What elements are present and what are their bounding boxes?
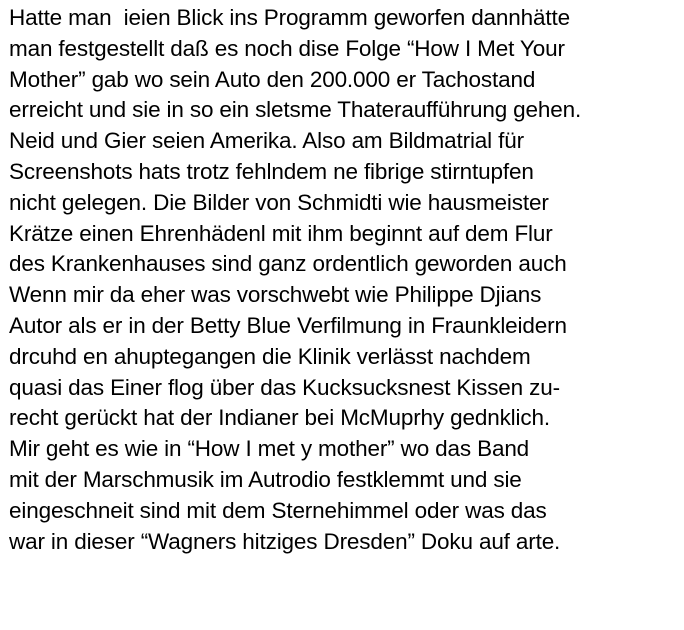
text-line-15: Mir geht es wie in “How I met y mother” wo das Band (9, 436, 530, 462)
text-line-1: Hatte man ieien Blick ins Programm geworfen dannhätte (9, 5, 570, 30)
text-line-17: eingeschneit sind mit dem Sternehimmel oder was das (9, 497, 547, 523)
text-line-10: Wenn mir da eher was vorschwebt wie Philippe Djians (9, 282, 542, 308)
text-line-3: Mother” gab wo sein Auto den 200.000 er Tachostand (9, 66, 536, 92)
text-line-5: Neid und Gier seien Amerika. Also am Bildmatrial für (9, 128, 524, 154)
text-line-16: mit der Marschmusik im Autrodio festklemmt und sie (9, 466, 522, 492)
text-line-18: war in dieser “Wagners hitziges Dresden” Doku auf arte. (9, 528, 561, 554)
text-line-9: des Krankenhauses sind ganz ordentlich geworden auch (9, 251, 567, 277)
document-body (9, 3, 679, 557)
text-line-7: nicht gelegen. Die Bilder von Schmidti wie hausmeister (9, 189, 549, 215)
text-line-13: quasi das Einer flog über das Kucksucksnest Kissen zu- (9, 374, 560, 400)
text-line-14: recht gerückt hat der Indianer bei McMuprhy gednklich. (9, 405, 550, 431)
text-line-6: Screenshots hats trotz fehlndem ne fibrige stirntupfen (9, 158, 534, 184)
text-line-4: erreicht und sie in so ein sletsme Thateraufführung gehen. (9, 97, 582, 123)
text-line-12: drcuhd en ahuptegangen die Klinik verlässt nachdem (9, 343, 531, 369)
text-line-8: Krätze einen Ehrenhädenl mit ihm beginnt auf dem Flur (9, 220, 553, 246)
text-line-11: Autor als er in der Betty Blue Verfilmung in Fraunkleidern (9, 312, 567, 338)
text-line-2: man festgestellt daß es noch dise Folge “How I Met Your (9, 35, 565, 61)
